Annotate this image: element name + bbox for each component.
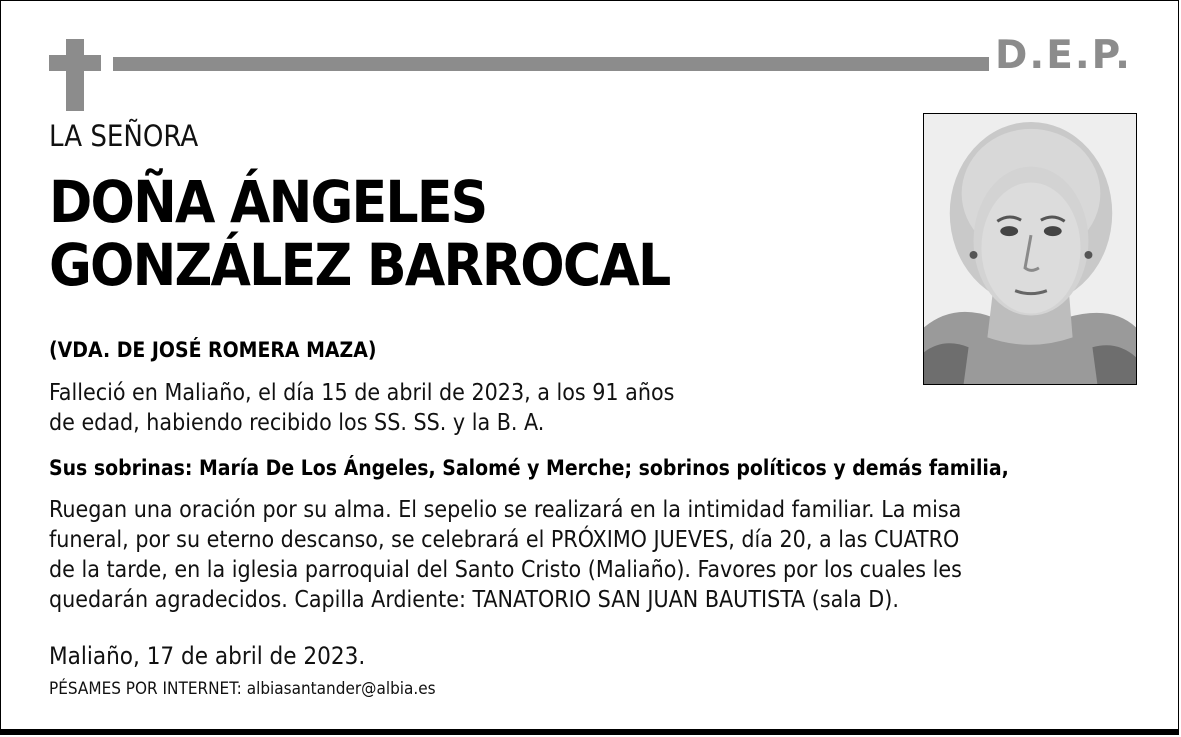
title-prefix: LA SEÑORA [49, 119, 199, 153]
funeral-request-line2: funeral, por su eterno descanso, se celebrará el PRÓXIMO JUEVES, día 20, a las CUATRO [49, 527, 960, 554]
funeral-request-line3: de la tarde, en la iglesia parroquial del Santo Cristo (Maliaño). Favores por los cuales les [49, 557, 962, 584]
header-rule [113, 57, 989, 71]
place-date: Maliaño, 17 de abril de 2023. [49, 642, 366, 670]
funeral-request [49, 495, 962, 616]
death-details-line2: de edad, habiendo recibido los SS. SS. y la B. A. [49, 410, 545, 437]
death-details-line1: Falleció en Maliaño, el día 15 de abril de 2023, a los 91 años [49, 380, 675, 406]
cross-icon-bar [49, 55, 101, 71]
death-details [49, 378, 674, 438]
cross-icon [66, 39, 84, 111]
condolences-contact: PÉSAMES POR INTERNET: albiasantander@albia.es [49, 679, 436, 699]
deceased-name [49, 168, 670, 300]
funeral-request-line4: quedarán agradecidos. Capilla Ardiente: TANATORIO SAN JUAN BAUTISTA (sala D). [49, 587, 899, 614]
widow-of: (VDA. DE JOSÉ ROMERA MAZA) [49, 338, 377, 362]
portrait-photo [923, 113, 1137, 385]
family-list: Sus sobrinas: María De Los Ángeles, Salomé y Merche; sobrinos políticos y demás familia, [49, 456, 1009, 480]
dep-label: D.E.P. [995, 33, 1132, 78]
deceased-name-line1: DOÑA ÁNGELES [49, 168, 487, 236]
funeral-request-line1: Ruegan una oración por su alma. El sepelio se realizará en la intimidad familiar. La misa [49, 497, 962, 523]
deceased-name-line2: GONZÁLEZ BARROCAL [49, 231, 670, 300]
